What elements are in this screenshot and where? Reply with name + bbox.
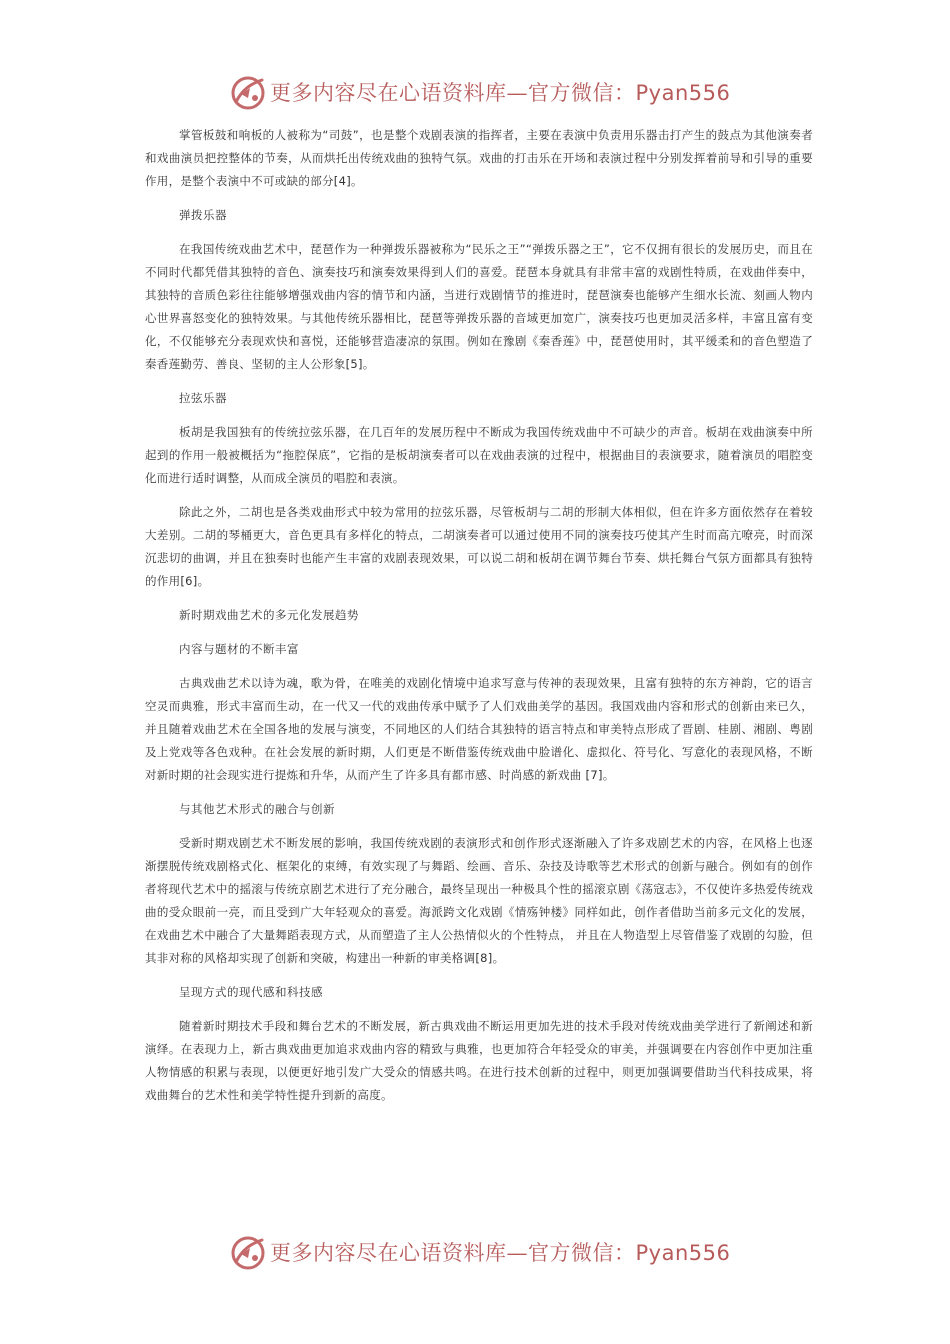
footer-banner — [0, 1232, 950, 1272]
section-heading: 弹拨乐器 — [179, 208, 227, 222]
section-heading: 内容与题材的不断丰富 — [179, 642, 299, 656]
section-heading: 新时期戏曲艺术的多元化发展趋势 — [179, 608, 359, 622]
body-paragraph: 掌管板鼓和响板的人被称为“司鼓”，也是整个戏剧表演的指挥者，主要在表演中负责用乐器击打产生的鼓点为其他演奏者和戏曲演员把控整体的节奏，从而烘托出传统戏曲的独特气氛。戏曲的打击乐在开场和表演过程中分别发挥着前导和引导的重要作用，是整个表演中不可或缺的部分[4]。 — [145, 128, 813, 188]
header-banner-inner — [228, 72, 730, 112]
body-paragraph: 随着新时期技术手段和舞台艺术的不断发展，新古典戏曲不断运用更加先进的技术手段对传统戏曲美学进行了新阐述和新演绎。在表现力上，新古典戏曲更加追求戏曲内容的精致与典雅，也更加符合年轻受众的审美，并强调要在内容创作中更加注重人物情感的积累与表现，以便更好地引发广大受众的情感共鸣。在进行技术创新的过程中，则更加强调要借助当代科技成果，将戏曲舞台的艺术性和美学特性提升到新的高度。 — [145, 1019, 813, 1102]
body-paragraph: 除此之外，二胡也是各类戏曲形式中较为常用的拉弦乐器，尽管板胡与二胡的形制大体相似，但在许多方面依然存在着较大差别。二胡的琴桶更大，音色更具有多样化的特点，二胡演奏者可以通过使用不同的演奏技巧使其产生时而高亢嘹亮，时而深沉悲切的曲调，并且在独奏时也能产生丰富的戏剧表现效果，可以说二胡和板胡在调节舞台节奏、烘托舞台气氛方面都具有独特的作用[6]。 — [145, 505, 813, 588]
banner-text — [270, 77, 730, 107]
body-paragraph: 受新时期戏剧艺术不断发展的影响，我国传统戏剧的表演形式和创作形式逐渐融入了许多戏剧艺术的内容，在风格上也逐渐摆脱传统戏剧格式化、框架化的束缚，有效实现了与舞蹈、绘画、音乐、杂技及诗歌等艺术形式的创新与融合。例如有的创作者将现代艺术中的摇滚与传统京剧艺术进行了充分融合，最终呈现出一种极具个性的摇滚京剧《荡寇志》，不仅使许多热爱传统戏曲的受众眼前一亮，而且受到广大年轻观众的喜爱。海派跨文化戏剧《情殇钟楼》同样如此，创作者借助当前多元文化的发展，在戏曲艺术中融合了大量舞蹈表现方式，从而塑造了主人公热情似火的个性特点， 并且在人物造型上尽管借鉴了戏剧的勾脸，但其非对称的风格却实现了创新和突破，构建出一种新的审美格调[8]。 — [145, 836, 813, 965]
section-heading: 呈现方式的现代感和科技感 — [179, 985, 323, 999]
brand-logo-icon — [228, 1232, 268, 1272]
banner-handle: Pyan556 — [635, 1241, 731, 1265]
banner-slogan: 更多内容尽在心语资料库—官方微信： — [270, 1241, 636, 1265]
brand-logo-icon — [228, 72, 268, 112]
banner-text — [270, 1237, 730, 1267]
banner-slogan: 更多内容尽在心语资料库—官方微信： — [270, 81, 636, 105]
header-banner — [0, 72, 950, 112]
footer-banner-inner — [228, 1232, 730, 1272]
section-heading: 与其他艺术形式的融合与创新 — [179, 802, 335, 816]
body-paragraph: 板胡是我国独有的传统拉弦乐器，在几百年的发展历程中不断成为我国传统戏曲中不可缺少的声音。板胡在戏曲演奏中所起到的作用一般被概括为“拖腔保底”，它指的是板胡演奏者可以在戏曲表演的过程中，根据曲目的表演要求，随着演员的唱腔变化而进行适时调整，从而成全演员的唱腔和表演。 — [145, 425, 813, 485]
body-paragraph: 古典戏曲艺术以诗为魂，歌为骨，在唯美的戏剧化情境中追求写意与传神的表现效果，且富有独特的东方神韵，它的语言空灵而典雅，形式丰富而生动，在一代又一代的戏曲传承中赋予了人们戏曲美学的基因。我国戏曲内容和形式的创新由来已久，并且随着戏曲艺术在全国各地的发展与演变，不同地区的人们结合其独特的语言特点和审美特点形成了晋剧、桂剧、湘剧、粤剧及上党戏等各色戏种。在社会发展的新时期，人们更是不断借鉴传统戏曲中脸谱化、虚拟化、符号化、写意化的表现风格，不断对新时期的社会现实进行提炼和升华，从而产生了许多具有都市感、时尚感的新戏曲 [7]。 — [145, 676, 813, 782]
banner-handle: Pyan556 — [635, 81, 731, 105]
section-heading: 拉弦乐器 — [179, 391, 227, 405]
body-paragraph: 在我国传统戏曲艺术中，琵琶作为一种弹拨乐器被称为“民乐之王”“弹拨乐器之王”，它不仅拥有很长的发展历史，而且在不同时代都凭借其独特的音色、演奏技巧和演奏效果得到人们的喜爱。琵琶本身就具有非常丰富的戏剧性特质，在戏曲伴奏中，其独特的音质色彩往往能够增强戏曲内容的情节和内涵，当进行戏剧情节的推进时，琵琶演奏也能够产生细水长流、刻画人物内心世界喜怒变化的独特效果。与其他传统乐器相比，琵琶等弹拨乐器的音域更加宽广，演奏技巧也更加灵活多样，丰富且富有变化，不仅能够充分表现欢快和喜悦，还能够营造凄凉的氛围。例如在豫剧《秦香莲》中，琵琶使用时，其平缓柔和的音色塑造了秦香莲勤劳、善良、坚韧的主人公形象[5]。 — [145, 242, 813, 371]
article-body — [145, 124, 813, 1118]
